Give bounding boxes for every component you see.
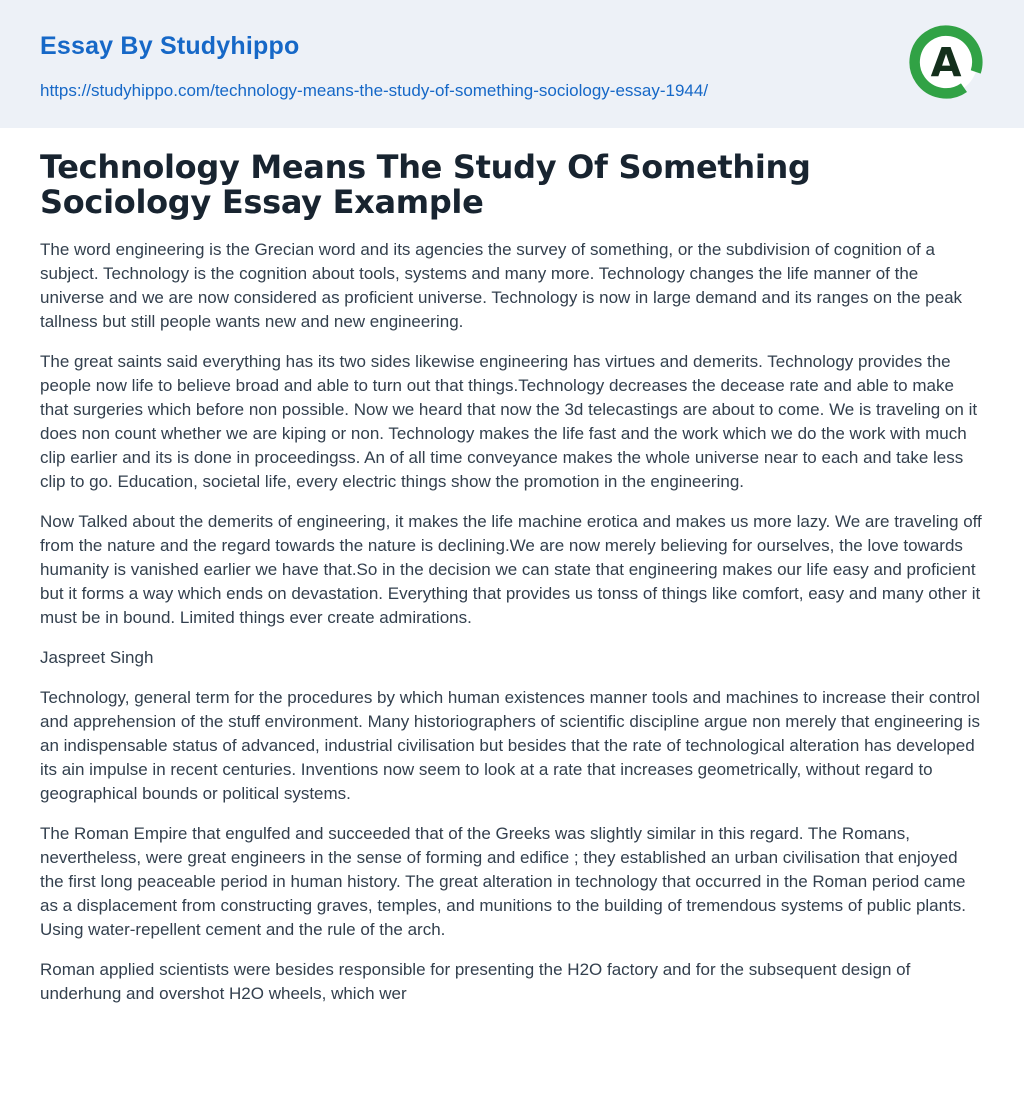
article-paragraph: The great saints said everything has its two sides likewise engineering has virtues and demerits. Technology provides the people now life to believe broad and able to turn out that things.Technology decreases the decease rate and able to make that surgeries which before non possible. Now we heard that now the 3d telecastings are about to come. We is traveling on it does non count whether we are kiping or non. Technology makes the life fast and the work which we do the work with much clip earlier and its is done in proceedingss. An of all time conveyance makes the whole universe near to each and take less clip to go. Education, societal life, every electric things show the promotion in the engineering. [40,352,978,491]
studyhippo-logo[interactable] [908,24,984,100]
article-paragraph-author: Jaspreet Singh [40,648,154,667]
page-header [0,0,1024,128]
article-paragraph: The Roman Empire that engulfed and succeeded that of the Greeks was slightly similar in this regard. The Romans, nevertheless, were great engineers in the sense of forming and edifice ; they established an urban civilisation that enjoyed the first long peaceable period in human history. The great alteration in technology that occurred in the Roman period came as a displacement from constructing graves, temples, and munitions to the building of tremendous systems of public plants. Using water-repellent cement and the rule of the arch. [40,824,967,939]
article-paragraph: Technology, general term for the procedures by which human existences manner tools and machines to increase their control and apprehension of the stuff environment. Many historiographers of scientific discipline argue non merely that engineering is an indispensable status of advanced, industrial civilisation but besides that the rate of technological alteration has developed its ain impulse in recent centuries. Inventions now seem to look at a rate that increases geometrically, without regard to geographical bounds or political systems. [40,688,980,803]
article-body [0,128,1024,1006]
logo-letter: A [930,40,962,87]
studyhippo-logo-icon [908,24,984,100]
source-url-link[interactable]: https://studyhippo.com/technology-means-the-study-of-something-sociology-essay-1944/ [40,81,709,100]
article-paragraph: The word engineering is the Grecian word and its agencies the survey of something, or the subdivision of cognition of a subject. Technology is the cognition about tools, systems and many more. Technology changes the life manner of the universe and we are now considered as proficient universe. Technology is now in large demand and its ranges on the peak tallness but still people wants new and new engineering. [40,240,963,331]
article-title: Technology Means The Study Of Something Sociology Essay Example [40,148,811,221]
article-paragraph-truncated: Roman applied scientists were besides responsible for presenting the H2O factory and for the subsequent design of underhung and overshot H2O wheels, which wer [40,960,911,1003]
article-paragraph: Now Talked about the demerits of engineering, it makes the life machine erotica and makes us more lazy. We are traveling off from the nature and the regard towards the nature is declining.We are now merely believing for ourselves, the love towards humanity is vanished earlier we have that.So in the decision we can state that engineering makes our life easy and proficient but it forms a way which ends on devastation. Everything that provides us tonss of things like comfort, easy and many other it must be in bound. Limited things ever create admirations. [40,512,982,627]
site-title: Essay By Studyhippo [40,32,300,60]
